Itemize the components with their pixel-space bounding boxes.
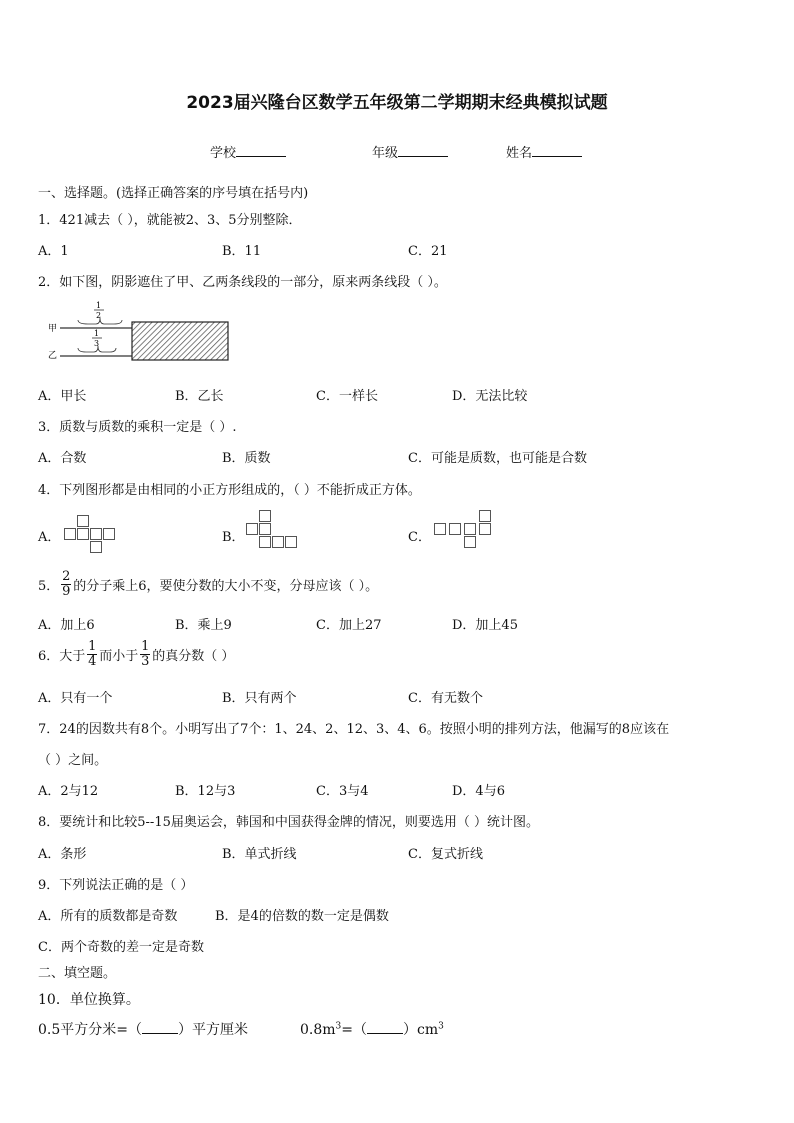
q1-option-b[interactable]: B．11 <box>222 244 262 259</box>
school-label: 学校 <box>210 146 237 161</box>
frac2-num: 1 <box>94 329 100 338</box>
q5-option-d[interactable]: D．加上45 <box>452 618 518 633</box>
frac1-num: 1 <box>96 301 102 310</box>
section-choice-heading: 一、选择题。(选择正确答案的序号填在括号内) <box>38 186 309 201</box>
frac1-den: 2 <box>96 311 102 320</box>
name-label: 姓名 <box>506 146 533 161</box>
q10-part2: $0.8m^3=$（ ）$cm^3$ <box>300 1021 444 1038</box>
q2-figure <box>38 300 238 364</box>
q6-option-b[interactable]: B．只有两个 <box>222 691 297 706</box>
q5-option-b[interactable]: B．乘上9 <box>175 618 232 633</box>
q4-option-b[interactable]: B． <box>222 530 245 545</box>
q2-option-b[interactable]: B．乙长 <box>175 389 224 404</box>
q6-option-a[interactable]: A．只有一个 <box>38 691 113 706</box>
net-c-icon <box>434 510 494 552</box>
q8-option-a[interactable]: A．条形 <box>38 847 87 862</box>
q7-stem-cont: （ ）之间。 <box>38 753 108 768</box>
q4-option-a[interactable]: A． <box>38 530 61 545</box>
net-b-icon <box>246 510 298 550</box>
q3-option-b[interactable]: B．质数 <box>222 451 271 466</box>
q8-option-c[interactable]: C．复式折线 <box>408 847 483 862</box>
q9-option-c[interactable]: C．两个奇数的差一定是奇数 <box>38 940 204 955</box>
q3-stem: 3．质数与质数的乘积一定是（ ）. <box>38 420 237 435</box>
q9-option-a[interactable]: A．所有的质数都是奇数 <box>38 909 178 924</box>
q7-option-a[interactable]: A．2与12 <box>38 784 99 799</box>
q3-option-a[interactable]: A．合数 <box>38 451 87 466</box>
q6-option-c[interactable]: C．有无数个 <box>408 691 483 706</box>
q7-option-c[interactable]: C．3与4 <box>316 784 369 799</box>
q3-option-c[interactable]: C．可能是质数，也可能是合数 <box>408 451 587 466</box>
q10-part1: 0.5平方分米=（ ）平方厘米 <box>38 1022 248 1038</box>
q8-option-b[interactable]: B．单式折线 <box>222 847 297 862</box>
q8-stem: 8．要统计和比较5--15届奥运会，韩国和中国获得金牌的情况，则要选用（ ）统计图。 <box>38 815 540 830</box>
grade-field[interactable] <box>372 142 448 161</box>
q2-option-c[interactable]: C．一样长 <box>316 389 378 404</box>
q2-option-a[interactable]: A．甲长 <box>38 389 87 404</box>
label-jia: 甲 <box>48 324 58 334</box>
q7-option-b[interactable]: B．12与3 <box>175 784 236 799</box>
q10-blank-1[interactable] <box>142 1021 178 1034</box>
q7-stem: 7．24的因数共有8个。小明写出了7个：1、24、2、12、3、4、6。按照小明的排列方法，他漏写的8应该在 <box>38 722 670 737</box>
q10-stem: 10．单位换算。 <box>38 992 140 1008</box>
q1-option-a[interactable]: A．1 <box>38 244 69 259</box>
school-field[interactable] <box>210 142 286 161</box>
q6-fraction-1: $\frac{1}{4}$ <box>88 639 97 669</box>
frac2-den: 3 <box>94 339 100 348</box>
q4-stem: 4．下列图形都是由相同的小正方形组成的，（ ）不能折成正方体。 <box>38 483 421 498</box>
q1-stem: 1．421减去（ ），就能被2、3、5分别整除． <box>38 213 302 228</box>
q6-fraction-2: $\frac{1}{3}$ <box>141 639 150 669</box>
q5-option-c[interactable]: C．加上27 <box>316 618 382 633</box>
label-yi: 乙 <box>48 351 58 361</box>
page-title: 2023届兴隆台区数学五年级第二学期期末经典模拟试题 <box>186 93 608 113</box>
q2-stem: 2．如下图，阴影遮住了甲、乙两条线段的一部分，原来两条线段（ ）。 <box>38 275 447 290</box>
q5-stem: 5． $\frac{2}{9}$ 的分子乘上6，要使分数的大小不变，分母应该（ ）。 <box>38 569 379 599</box>
q2-option-d[interactable]: D．无法比较 <box>452 389 528 404</box>
q9-option-b[interactable]: B．是4的倍数的数一定是偶数 <box>215 909 389 924</box>
net-a-icon <box>64 515 116 555</box>
q1-option-c[interactable]: C．21 <box>408 244 448 259</box>
q5-option-a[interactable]: A．加上6 <box>38 618 95 633</box>
q9-stem: 9．下列说法正确的是（ ） <box>38 878 194 893</box>
q10-blank-2[interactable] <box>367 1021 403 1034</box>
q6-stem: 6．大于 $\frac{1}{4}$ 而小于 $\frac{1}{3}$ 的真分数（ ） <box>38 639 235 669</box>
grade-label: 年级 <box>372 146 399 161</box>
q5-fraction: $\frac{2}{9}$ <box>62 569 71 599</box>
section-fill-heading: 二、填空题。 <box>38 966 117 981</box>
q4-option-c[interactable]: C． <box>408 530 431 545</box>
segment-diagram <box>38 300 238 364</box>
name-field[interactable] <box>506 142 582 161</box>
q7-option-d[interactable]: D．4与6 <box>452 784 505 799</box>
